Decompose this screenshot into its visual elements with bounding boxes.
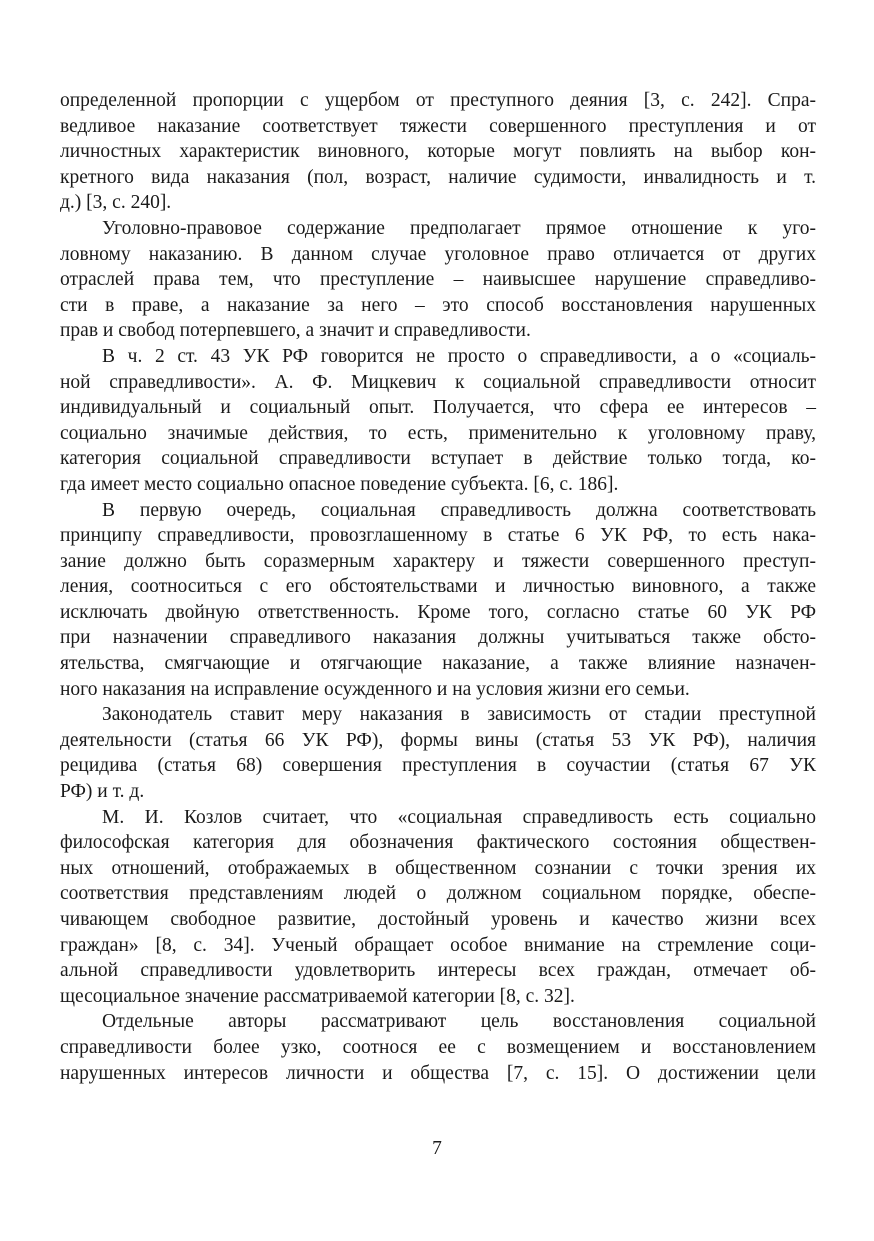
document-body xyxy=(60,88,816,1086)
text-line: при назначении справедливого наказания должны учитываться также обсто- xyxy=(60,627,816,649)
text-line: ных отношений, отображаемых в общественном сознании с точки зрения их xyxy=(60,857,816,879)
text-line: чивающем свободное развитие, достойный уровень и качество жизни всех xyxy=(60,909,816,930)
text-line: Законодатель ставит меру наказания в зависимость от стадии преступной xyxy=(102,704,816,726)
text-line: В ч. 2 ст. 43 УК РФ говорится не просто о справедливости, а о «социаль- xyxy=(102,345,816,367)
text-line: ятельства, смягчающие и отягчающие наказание, а также влияние назначен- xyxy=(60,653,816,675)
text-line: личностных характеристик виновного, которые могут повлиять на выбор кон- xyxy=(60,141,816,163)
text-line: ведливое наказание соответствует тяжести совершенного преступления и от xyxy=(60,115,816,137)
text-line: сти в праве, а наказание за него – это способ восстановления нарушенных xyxy=(60,294,816,316)
text-line: принципу справедливости, провозглашенному в статье 6 УК РФ, то есть нака- xyxy=(60,525,816,547)
page-number: 7 xyxy=(432,1138,442,1159)
text-line: прав и свобод потерпевшего, а значит и справедливости. xyxy=(60,320,531,342)
paragraph xyxy=(60,702,816,804)
text-line: зание должно быть соразмерным характеру и тяжести совершенного преступ- xyxy=(60,550,816,572)
text-line: граждан» [8, с. 34]. Ученый обращает особое внимание на стремление соци- xyxy=(60,934,816,956)
text-line: гда имеет место социально опасное поведение субъекта. [6, с. 186]. xyxy=(60,473,619,495)
text-line: Уголовно-правовое содержание предполагает прямое отношение к уго- xyxy=(102,217,816,239)
paragraph xyxy=(60,498,816,703)
paragraph xyxy=(60,88,816,216)
text-line: социально значимые действия, то есть, применительно к уголовному праву, xyxy=(60,422,816,444)
text-line: определенной пропорции с ущербом от преступного деяния [3, с. 242]. Спра- xyxy=(60,90,816,111)
text-line: М. И. Козлов считает, что «социальная справедливость есть социально xyxy=(102,806,816,828)
text-line: кретного вида наказания (пол, возраст, наличие судимости, инвалидность и т. xyxy=(60,166,816,188)
text-line: индивидуальный и социальный опыт. Получается, что сфера ее интересов – xyxy=(60,397,816,419)
text-line: альной справедливости удовлетворить интересы всех граждан, отмечает об- xyxy=(60,960,816,982)
text-line: категория социальной справедливости вступает в действие только тогда, ко- xyxy=(60,448,816,470)
text-line: справедливости более узко, соотнося ее с возмещением и восстановлением xyxy=(60,1036,816,1058)
text-line: Отдельные авторы рассматривают цель восстановления социальной xyxy=(102,1011,816,1033)
text-line: соответствия представлениям людей о должном социальном порядке, обеспе- xyxy=(60,883,816,905)
text-line: щесоциальное значение рассматриваемой категории [8, с. 32]. xyxy=(60,985,575,1007)
text-line: ного наказания на исправление осужденного и на условия жизни его семьи. xyxy=(60,678,690,700)
paragraph xyxy=(60,216,816,344)
paragraph xyxy=(60,805,816,1010)
text-line: исключать двойную ответственность. Кроме того, согласно статье 60 УК РФ xyxy=(60,601,816,623)
text-line: ной справедливости». А. Ф. Мицкевич к социальной справедливости относит xyxy=(60,371,816,393)
text-line: ления, соотноситься с его обстоятельствами и личностью виновного, а также xyxy=(60,576,816,598)
paragraph xyxy=(60,344,816,498)
paragraph xyxy=(60,1009,816,1086)
text-line: ловному наказанию. В данном случае уголовное право отличается от других xyxy=(60,243,816,265)
text-line: деятельности (статья 66 УК РФ), формы вины (статья 53 УК РФ), наличия xyxy=(60,729,816,751)
text-line: В первую очередь, социальная справедливость должна соответствовать xyxy=(102,499,816,521)
text-line: нарушенных интересов личности и общества [7, с. 15]. О достижении цели xyxy=(60,1062,816,1084)
text-line: философская категория для обозначения фактического состояния обществен- xyxy=(60,832,816,854)
text-line: рецидива (статья 68) совершения преступления в соучастии (статья 67 УК xyxy=(60,755,816,777)
text-line: д.) [3, с. 240]. xyxy=(60,192,172,214)
text-line: отраслей права тем, что преступление – наивысшее нарушение справедливо- xyxy=(60,269,816,291)
text-line: РФ) и т. д. xyxy=(60,781,145,803)
